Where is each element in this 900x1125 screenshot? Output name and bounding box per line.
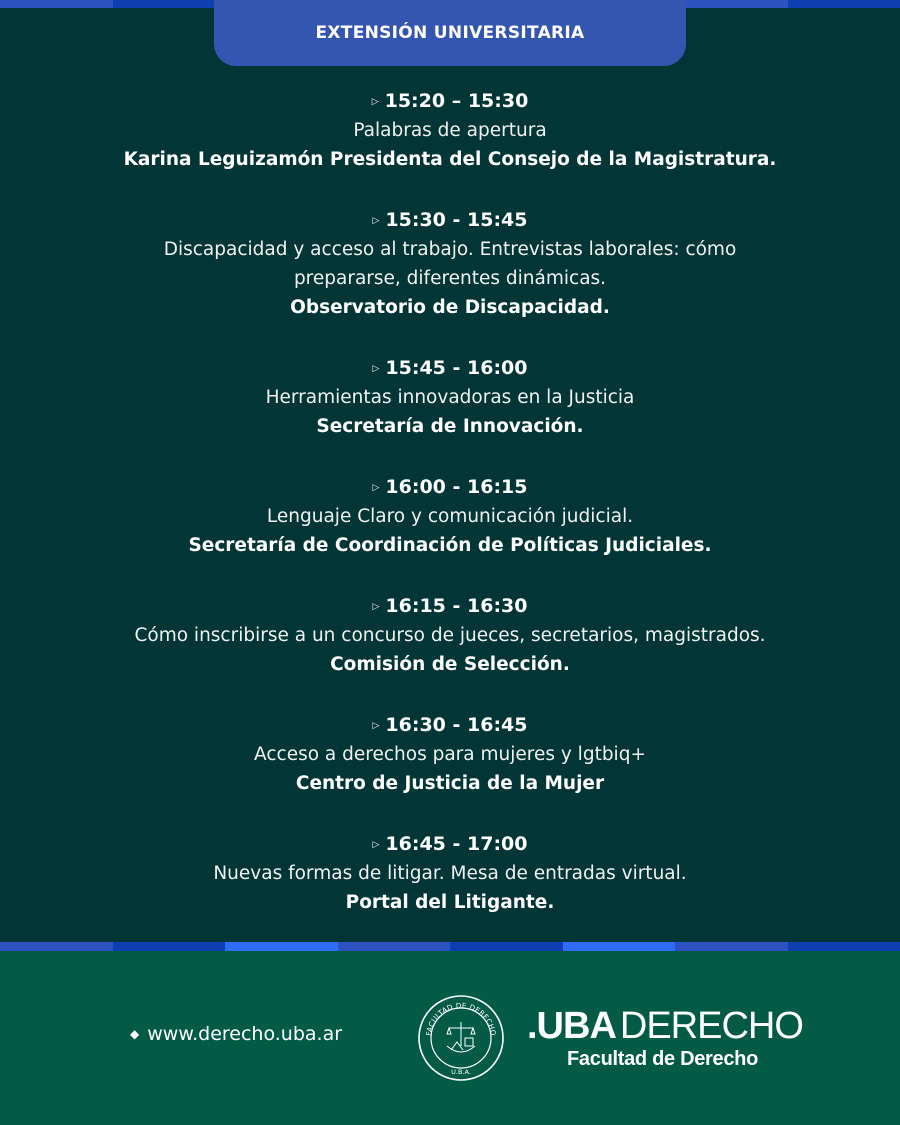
slot-time (0, 591, 900, 621)
slot-time-label: 15:30 - 15:45 (385, 209, 528, 231)
schedule-slot (0, 829, 900, 918)
schedule-slot (0, 472, 900, 561)
slot-time-label: 15:45 - 16:00 (385, 357, 528, 379)
brand-derecho: DERECHO (619, 1005, 803, 1047)
play-triangle-icon: ▷ (372, 840, 380, 850)
slot-speaker: Comisión de Selección. (330, 654, 570, 675)
slot-topic: Acceso a derechos para mujeres y lgtbiq+ (254, 744, 646, 765)
slot-topic: Palabras de apertura (353, 120, 547, 141)
play-triangle-icon: ▷ (372, 216, 380, 226)
play-triangle-icon: ▷ (371, 97, 379, 107)
slot-topic: Lenguaje Claro y comunicación judicial. (266, 506, 634, 527)
slot-time-label: 16:00 - 16:15 (385, 476, 528, 498)
schedule-slot (0, 710, 900, 799)
slot-time-label: 16:45 - 17:00 (385, 833, 528, 855)
play-triangle-icon: ▷ (372, 364, 380, 374)
slot-speaker: Observatorio de Discapacidad. (290, 297, 610, 318)
footer (0, 951, 900, 1125)
slot-topic: Discapacidad y acceso al trabajo. Entrevistas laborales: cómo prepararse, diferentes dinámicas. (163, 239, 737, 289)
slot-speaker: Centro de Justicia de la Mujer (295, 773, 605, 794)
slot-speaker: Portal del Litigante. (345, 892, 555, 913)
website-link[interactable] (130, 1023, 342, 1045)
schedule-slot (0, 205, 900, 323)
play-triangle-icon: ▷ (372, 602, 380, 612)
diamond-icon: ◆ (130, 1027, 140, 1041)
schedule-list (0, 86, 900, 948)
seal-text-bottom: U.B.A. (451, 1068, 471, 1076)
slot-time (0, 86, 900, 116)
uba-derecho-logo (527, 1006, 803, 1071)
slot-speaker: Karina Leguizamón Presidenta del Consejo de la Magistratura. (123, 149, 777, 170)
schedule-slot (0, 591, 900, 680)
seal-text-top: FACULTAD DE DERECHO (424, 1000, 498, 1037)
slot-time (0, 710, 900, 740)
slot-topic: Cómo inscribirse a un concurso de jueces, secretarios, magistrados. (134, 625, 766, 646)
play-triangle-icon: ▷ (372, 721, 380, 731)
schedule-slot (0, 86, 900, 175)
slot-topic: Herramientas innovadoras en la Justicia (265, 387, 635, 408)
slot-time (0, 205, 900, 235)
slot-time-label: 16:15 - 16:30 (385, 595, 528, 617)
slot-time-label: 15:20 – 15:30 (384, 90, 529, 112)
slot-time (0, 829, 900, 859)
university-seal-icon (417, 994, 505, 1082)
slot-time-label: 16:30 - 16:45 (385, 714, 528, 736)
brand-uba: .UBA (527, 1005, 616, 1047)
slot-topic: Nuevas formas de litigar. Mesa de entradas virtual. (213, 863, 687, 884)
play-triangle-icon: ▷ (372, 483, 380, 493)
website-url: www.derecho.uba.ar (147, 1023, 343, 1045)
slot-speaker: Secretaría de Innovación. (316, 416, 584, 437)
brand-subtitle: Facultad de Derecho (567, 1048, 759, 1070)
schedule-slot (0, 353, 900, 442)
bottom-color-stripe (0, 942, 900, 951)
header-title: EXTENSIÓN UNIVERSITARIA (214, 0, 686, 66)
slot-time (0, 353, 900, 383)
slot-time (0, 472, 900, 502)
slot-speaker: Secretaría de Coordinación de Políticas Judiciales. (188, 535, 712, 556)
